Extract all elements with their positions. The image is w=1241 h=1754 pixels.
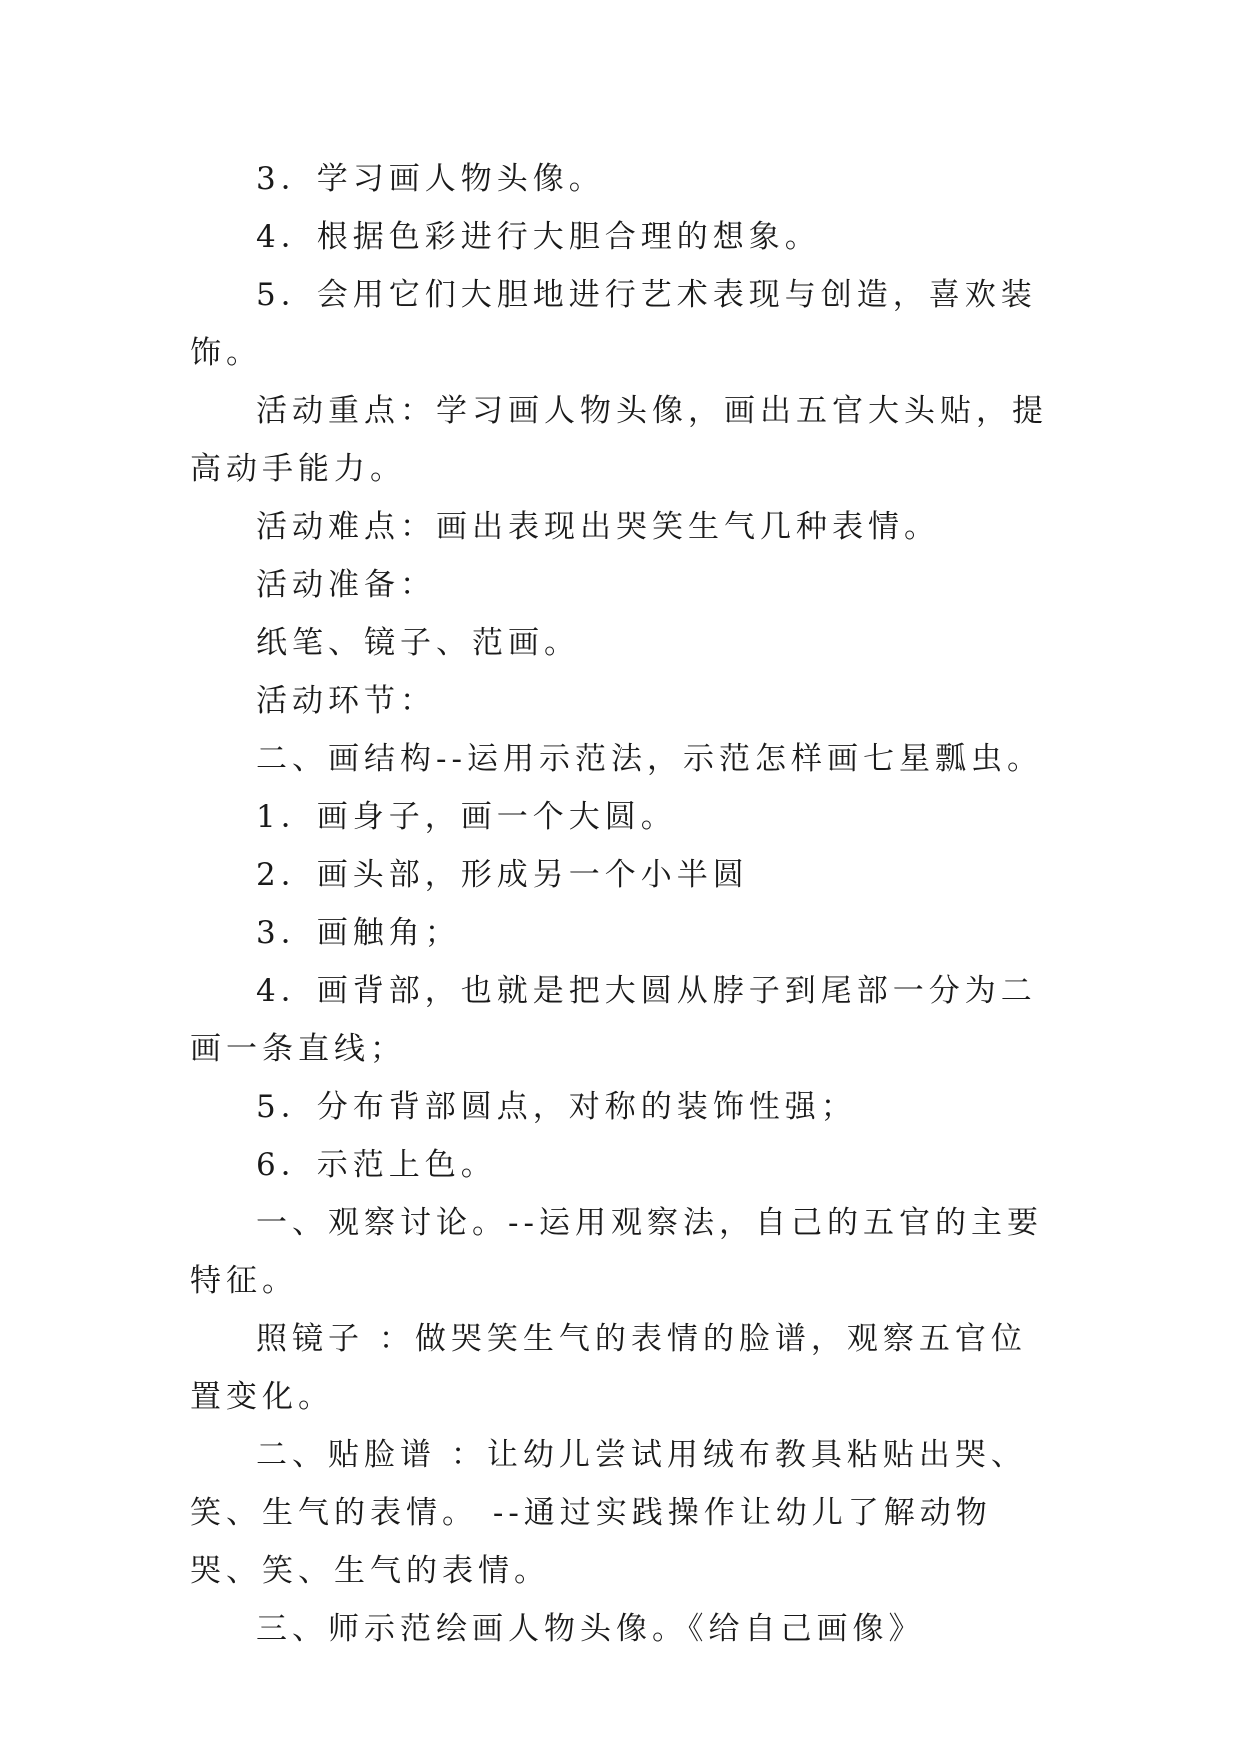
paragraph-step-4: 4．根据色彩进行大胆合理的想象。: [256, 219, 821, 255]
paragraph-mirror: 照镜子 ：做哭笑生气的表情的脸谱，观察五官位置变化。: [190, 1321, 1027, 1415]
paragraph-step-5: 5．会用它们大胆地进行艺术表现与创造，喜欢装饰。: [190, 277, 1037, 371]
paragraph-section-observe: 一、观察讨论。--运用观察法，自己的五官的主要特征。: [190, 1205, 1043, 1299]
paragraph-section-demo: 三、师示范绘画人物头像。《给自己画像》: [256, 1611, 925, 1647]
paragraph-difficulties: 活动难点：画出表现出哭笑生气几种表情。: [256, 509, 940, 545]
paragraph-draw-back: 4．画背部，也就是把大圆从脖子到尾部一分为二画一条直线；: [190, 973, 1037, 1067]
paragraph-draw-body: 1．画身子，画一个大圆。: [256, 799, 677, 835]
paragraph-draw-antennae: 3．画触角；: [256, 915, 461, 951]
paragraph-key-points: 活动重点：学习画人物头像，画出五官大头贴，提高动手能力。: [190, 393, 1048, 487]
paragraph-preparation-heading: 活动准备：: [256, 567, 436, 603]
paragraph-activity-heading: 活动环节：: [256, 683, 436, 719]
paragraph-draw-head: 2．画头部，形成另一个小半圆: [256, 857, 749, 893]
document-body: [190, 150, 1050, 1658]
paragraph-coloring: 6．示范上色。: [256, 1147, 497, 1183]
paragraph-materials: 纸笔、镜子、范画。: [256, 625, 580, 661]
paragraph-step-3: 3．学习画人物头像。: [256, 161, 605, 197]
paragraph-section-face-stickers: 二、贴脸谱 ：让幼儿尝试用绒布教具粘贴出哭、笑、生气的表情。 --通过实践操作让幼儿了解动物哭、笑、生气的表情。: [190, 1437, 1027, 1589]
paragraph-dots: 5．分布背部圆点，对称的装饰性强；: [256, 1089, 857, 1125]
paragraph-section-structure: 二、画结构--运用示范法，示范怎样画七星瓢虫。: [256, 741, 1043, 777]
